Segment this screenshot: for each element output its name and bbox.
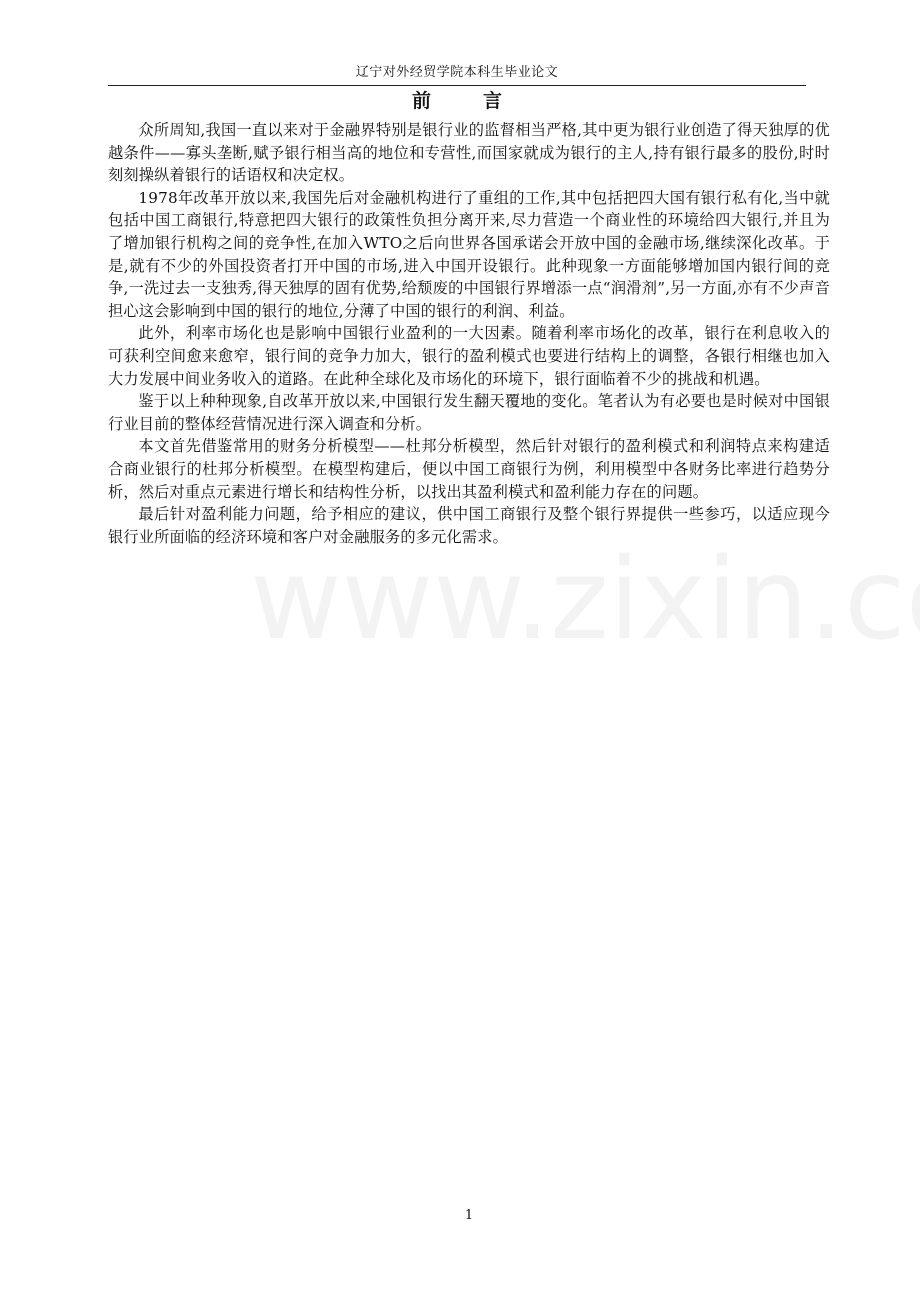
section-title: 前言 xyxy=(411,90,554,112)
watermark xyxy=(250,530,850,670)
body-text xyxy=(108,119,830,548)
running-header: 辽宁对外经贸学院本科生毕业论文 xyxy=(355,65,559,80)
paragraph-4: 鉴于以上种种现象,自改革开放以来,中国银行发生翻天覆地的变化。笔者认为有必要也是时候对中国银行业目前的整体经营情况进行深入调查和分析。 xyxy=(108,392,830,433)
paragraph-6: 最后针对盈利能力问题，给予相应的建议，供中国工商银行及整个银行界提供一些参巧，以适应现今银行业所面临的经济环境和客户对金融服务的多元化需求。 xyxy=(108,505,830,546)
paragraph-1: 众所周知,我国一直以来对于金融界特别是银行业的监督相当严格,其中更为银行业创造了得天独厚的优越条件——寡头垄断,赋予银行相当高的地位和专营性,而国家就成为银行的主人,持有银行最多的股份,时时刻刻操纵着银行的话语权和决定权。 xyxy=(108,121,830,185)
paragraph-5: 本文首先借鉴常用的财务分析模型——杜邦分析模型，然后针对银行的盈利模式和利润特点来构建适合商业银行的杜邦分析模型。在模型构建后，便以中国工商银行为例，利用模型中各财务比率进行趋势分析，然后对重点元素进行增长和结构性分析，以找出其盈利模式和盈利能力存在的问题。 xyxy=(108,437,830,501)
header-rule xyxy=(108,85,806,86)
page-number: 1 xyxy=(464,1208,474,1223)
paragraph-2: 1978年改革开放以来,我国先后对金融机构进行了重组的工作,其中包括把四大国有银行私有化,当中就包括中国工商银行,特意把四大银行的政策性负担分离开来,尽力营造一个商业性的环境给四大银行,并且为了增加银行机构之间的竞争性,在加入WTO之后向世界各国承诺会开放中国的金融市场,继续深化改革。于是,就有不少的外国投资者打开中国的市场,进入中国开设银行。此种现象一方面能够增加国内银行间的竞争,一洗过去一支独秀,得天独厚的固有优势,给颓废的中国银行界增添一点“润滑剂”,另一方面,亦有不少声音担心这会影响到中国的银行的地位,分薄了中国的银行的利润、利益。 xyxy=(108,188,830,320)
paragraph-3: 此外，利率市场化也是影响中国银行业盈利的一大因素。随着利率市场化的改革，银行在利息收入的可获利空间愈来愈窄，银行间的竞争力加大，银行的盈利模式也要进行结构上的调整，各银行相继也加入大力发展中间业务收入的道路。在此种全球化及市场化的环境下，银行面临着不少的挑战和机遇。 xyxy=(108,324,830,388)
